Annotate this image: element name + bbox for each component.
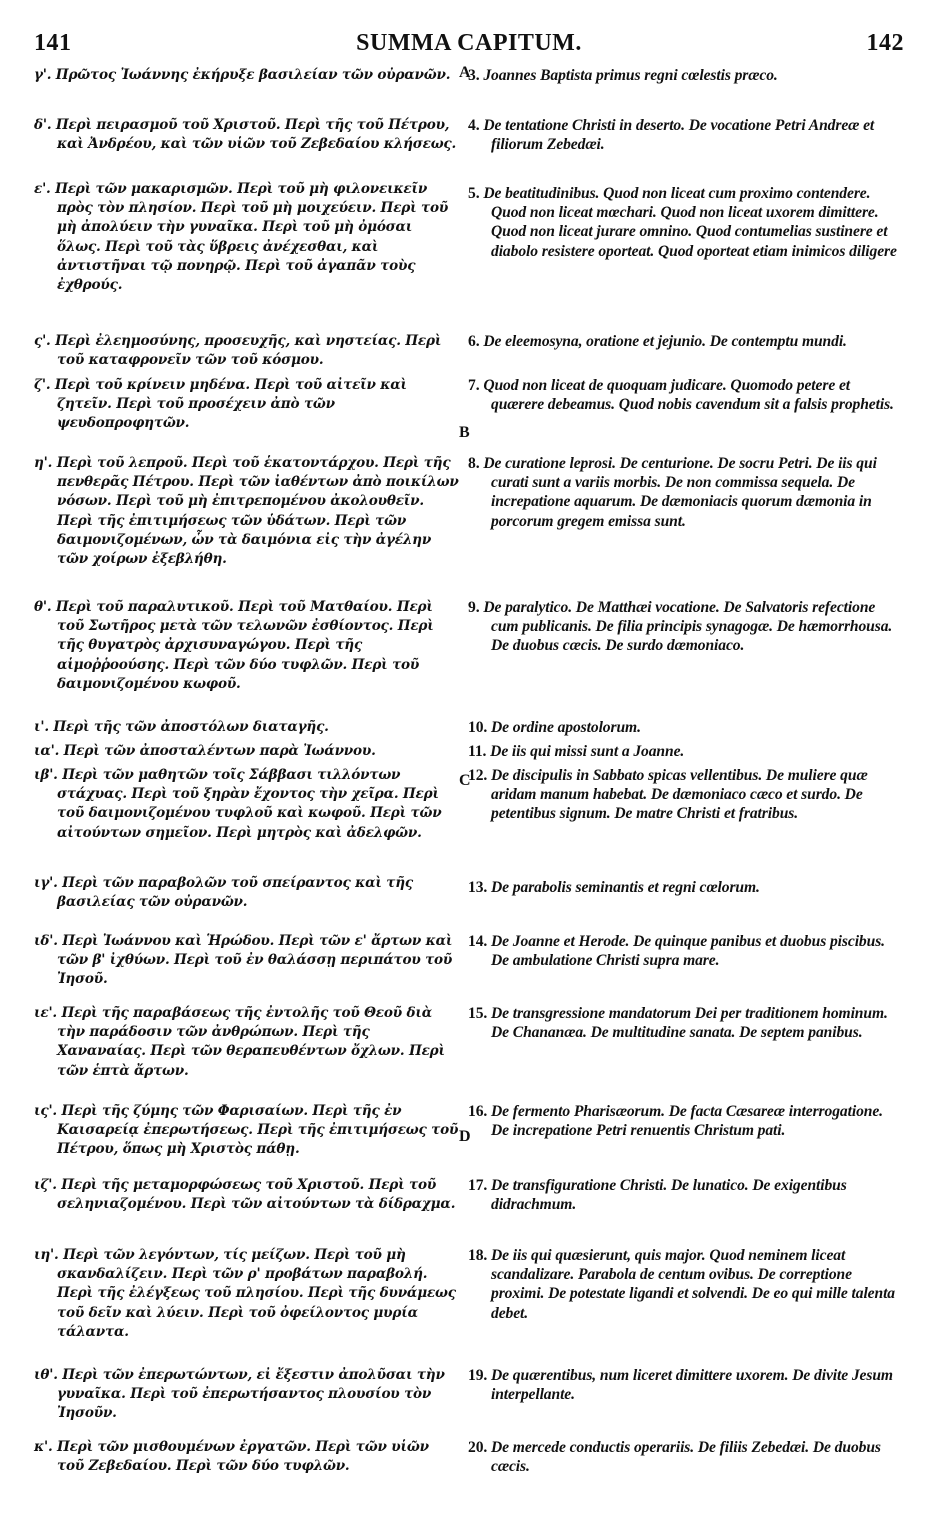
entry-number: 19. <box>468 1367 488 1384</box>
greek-entry <box>34 766 459 843</box>
latin-text: De transfiguratione Christi. De lunatico. De exigentibus didrachmum. <box>491 1177 847 1214</box>
latin-entry <box>468 332 904 351</box>
entry-number: 11. <box>468 743 487 760</box>
margin-mark-b: B <box>459 424 470 441</box>
greek-text: ι'. Περὶ τῆς τῶν ἀποστόλων διαταγῆς. <box>34 719 329 735</box>
page-number-right: 142 <box>866 30 904 56</box>
greek-text: ιθ'. Περὶ τῶν ἐπερωτώντων, εἰ ἔξεστιν ἀπολῦσαι τὴν γυναῖκα. Περὶ τοῦ ἐπερωτήσαντος πλουσίου τὸν Ἰησοῦν. <box>34 1367 445 1422</box>
greek-entry <box>34 932 459 990</box>
greek-entry <box>34 718 459 737</box>
latin-text: De ordine apostolorum. <box>491 719 641 736</box>
entry-number: 3. <box>468 67 480 84</box>
greek-entry <box>34 1004 459 1081</box>
greek-entry <box>34 332 459 370</box>
latin-text: De parabolis seminantis et regni cœlorum. <box>491 879 760 896</box>
entry-number: 5. <box>468 185 480 202</box>
greek-entry <box>34 598 459 694</box>
latin-text: De curatione leprosi. De centurione. De socru Petri. De iis qui curati sunt a variis morbis. De non commissa sequela. De increpatione aquarum. De dæmoniacis quorum dæmonia in porcorum gregem emissa sunt. <box>483 455 877 530</box>
entry-number: 16. <box>468 1103 488 1120</box>
greek-text: ιε'. Περὶ τῆς παραβάσεως τῆς ἐντολῆς τοῦ Θεοῦ διὰ τὴν παράδοσιν τῶν ἀνθρώπων. Περὶ τῆς Χαναναίας. Περὶ τῶν θεραπευθέντων ὄχλων. Περὶ τῶν ἑπτὰ ἄρτων. <box>34 1005 445 1079</box>
greek-entry <box>34 1366 459 1424</box>
greek-entry <box>34 376 459 434</box>
greek-text: ιβ'. Περὶ τῶν μαθητῶν τοῖς Σάββασι τιλλόντων στάχυας. Περὶ τοῦ ξηρὰν ἔχοντος τὴν χεῖρα. Περὶ τοῦ δαιμονιζομένου τυφλοῦ καὶ κωφοῦ. Περὶ τῶν αἰτούντων σημεῖον. Περὶ μητρὸς καὶ ἀδελφῶν. <box>34 767 442 841</box>
greek-entry <box>34 1102 459 1160</box>
latin-text: Quod non liceat de quoquam judicare. Quomodo petere et quærere debeamus. Quod nobis cavendum sit a falsis prophetis. <box>483 377 894 414</box>
latin-entry <box>468 766 904 824</box>
latin-entry <box>468 116 904 154</box>
entry-number: 20. <box>468 1439 488 1456</box>
latin-text: De Joanne et Herode. De quinque panibus et duobus piscibus. De ambulatione Christi supra mare. <box>491 933 885 970</box>
entry-number: 7. <box>468 377 480 394</box>
entry-number: 9. <box>468 599 480 616</box>
greek-entry <box>34 742 459 761</box>
latin-text: De tentatione Christi in deserto. De vocatione Petri Andreæ et filiorum Zebedæi. <box>483 117 875 154</box>
latin-text: De beatitudinibus. Quod non liceat cum proximo contendere. Quod non liceat mœchari. Quod non liceat uxorem dimittere. Quod non liceat jurare omnino. Quod contumelias sustinere et diabolo resistere oporteat. Quod oporteat etiam inimicos diligere <box>483 185 897 260</box>
latin-entry <box>468 742 904 761</box>
latin-text: De iis qui missi sunt a Joanne. <box>490 743 685 760</box>
greek-text: ις'. Περὶ τῆς ζύμης τῶν Φαρισαίων. Περὶ τῆς ἐν Καισαρείᾳ ἐπερωτήσεως. Περὶ τῆς ἐπιτιμήσεως τοῦ Πέτρου, ὅπως μὴ Χριστὸς πάθῃ. <box>34 1103 459 1158</box>
entry-number: 10. <box>468 719 488 736</box>
entry-number: 18. <box>468 1247 488 1264</box>
greek-text: κ'. Περὶ τῶν μισθουμένων ἐργατῶν. Περὶ τῶν υἱῶν τοῦ Ζεβεδαίου. Περὶ τῶν δύο τυφλῶν. <box>34 1439 429 1475</box>
latin-text: Joannes Baptista primus regni cœlestis præco. <box>483 67 778 84</box>
greek-text: θ'. Περὶ τοῦ παραλυτικοῦ. Περὶ τοῦ Ματθαίου. Περὶ τοῦ Σωτῆρος μετὰ τῶν τελωνῶν ἐσθίοντος. Περὶ τῆς θυγατρὸς ἀρχισυναγώγου. Περὶ τῆς αἱμοῤῥοούσης. Περὶ τῶν δύο τυφλῶν. Περὶ τοῦ δαιμονιζομένου κωφοῦ. <box>34 599 434 692</box>
latin-entry <box>468 598 904 656</box>
greek-text: γ'. Πρῶτος Ἰωάννης ἐκήρυξε βασιλείαν τῶν οὐρανῶν. <box>34 67 451 83</box>
margin-mark-c: C <box>459 772 471 789</box>
latin-entry <box>468 1366 904 1404</box>
greek-text: ια'. Περὶ τῶν ἀποσταλέντων παρὰ Ἰωάννου. <box>34 743 376 759</box>
margin-mark-d: D <box>459 1128 471 1145</box>
greek-text: ιγ'. Περὶ τῶν παραβολῶν τοῦ σπείραντος καὶ τῆς βασιλείας τῶν οὐρανῶν. <box>34 875 413 911</box>
greek-entry <box>34 1176 459 1214</box>
latin-entry <box>468 184 904 261</box>
latin-text: De fermento Pharisæorum. De facta Cæsareæ interrogatione. De increpatione Petri renuentis Christum pati. <box>491 1103 883 1140</box>
latin-text: De mercede conductis operariis. De filiis Zebedæi. De duobus cæcis. <box>491 1439 881 1476</box>
latin-entry <box>468 376 904 414</box>
greek-text: ιζ'. Περὶ τῆς μεταμορφώσεως τοῦ Χριστοῦ. Περὶ τοῦ σεληνιαζομένου. Περὶ τῶν αἰτούντων τὰ δίδραχμα. <box>34 1177 456 1213</box>
greek-text: δ'. Περὶ πειρασμοῦ τοῦ Χριστοῦ. Περὶ τῆς τοῦ Πέτρου, καὶ Ἀνδρέου, καὶ τῶν υἱῶν τοῦ Ζεβεδαίου κλήσεως. <box>34 117 457 153</box>
entry-number: 12. <box>468 767 488 784</box>
greek-entry <box>34 180 459 295</box>
latin-text: De quærentibus, num liceret dimittere uxorem. De divite Jesum interpellante. <box>491 1367 893 1404</box>
latin-entry <box>468 66 904 85</box>
latin-entry <box>468 878 904 897</box>
entry-number: 6. <box>468 333 480 350</box>
latin-text: De paralytico. De Matthæi vocatione. De Salvatoris refectione cum publicanis. De filia principis synagogæ. De hæmorrhousa. De duobus cæcis. De surdo dæmoniaco. <box>483 599 893 655</box>
latin-entry <box>468 1438 904 1476</box>
entry-number: 4. <box>468 117 480 134</box>
greek-text: ιη'. Περὶ τῶν λεγόντων, τίς μείζων. Περὶ τοῦ μὴ σκανδαλίζειν. Περὶ τῶν ρ' προβάτων παραβολή. Περὶ τῆς ἐλέγξεως τοῦ πλησίου. Περὶ τῆς δυνάμεως τοῦ δεῖν καὶ λύειν. Περὶ τοῦ ὀφείλοντος μυρία τάλαντα. <box>34 1247 456 1340</box>
entry-number: 14. <box>468 933 488 950</box>
entry-number: 13. <box>468 879 488 896</box>
greek-text: ε'. Περὶ τῶν μακαρισμῶν. Περὶ τοῦ μὴ φιλονεικεῖν πρὸς τὸν πλησίον. Περὶ τοῦ μὴ μοιχεύειν. Περὶ τοῦ μὴ ἀπολύειν τὴν γυναῖκα. Περὶ τοῦ μὴ ὀμόσαι ὅλως. Περὶ τοῦ τὰς ὕβρεις ἀνέχεσθαι, καὶ ἀντιστῆναι τῷ πονηρῷ. Περὶ τοῦ ἀγαπᾶν τοὺς ἐχθρούς. <box>34 181 449 294</box>
entry-number: 17. <box>468 1177 488 1194</box>
greek-entry <box>34 1438 459 1476</box>
entry-number: 15. <box>468 1005 488 1022</box>
latin-entry <box>468 454 904 531</box>
latin-text: De eleemosyna, oratione et jejunio. De contemptu mundi. <box>483 333 847 350</box>
page-number-left: 141 <box>34 30 72 56</box>
latin-text: De discipulis in Sabbato spicas vellentibus. De muliere quæ aridam manum habebat. De dæmoniaco cæco et surdo. De petentibus signum. De matre Christi et fratribus. <box>491 767 868 823</box>
greek-text: ζ'. Περὶ τοῦ κρίνειν μηδένα. Περὶ τοῦ αἰτεῖν καὶ ζητεῖν. Περὶ τοῦ προσέχειν ἀπὸ τῶν ψευδοπροφητῶν. <box>34 377 407 432</box>
greek-entry <box>34 66 459 85</box>
greek-entry <box>34 874 459 912</box>
greek-text: η'. Περὶ τοῦ λεπροῦ. Περὶ τοῦ ἑκατοντάρχου. Περὶ τῆς πενθερᾶς Πέτρου. Περὶ τῶν ἰαθέντων ἀπὸ ποικίλων νόσων. Περὶ τοῦ μὴ ἐπιτρεπομένου ἀκολουθεῖν. Περὶ τῆς ἐπιτιμήσεως τῶν ὑδάτων. Περὶ τῶν δαιμονιζομένων, ὧν τὰ δαιμόνια εἰς τὴν ἀγέλην τῶν χοίρων ἐξεβλήθη. <box>34 455 459 568</box>
greek-entry <box>34 116 459 154</box>
latin-entry <box>468 718 904 737</box>
latin-entry <box>468 1102 904 1140</box>
latin-entry <box>468 1004 904 1042</box>
margin-mark-a: A <box>459 64 471 81</box>
greek-entry <box>34 454 459 569</box>
entry-number: 8. <box>468 455 480 472</box>
latin-entry <box>468 1176 904 1214</box>
latin-entry <box>468 932 904 970</box>
greek-text: ιδ'. Περὶ Ἰωάννου καὶ Ἡρώδου. Περὶ τῶν ε' ἄρτων καὶ τῶν β' ἰχθύων. Περὶ τοῦ ἐν θαλάσσῃ περιπάτου τοῦ Ἰησοῦ. <box>34 933 453 988</box>
greek-entry <box>34 1246 459 1342</box>
latin-entry <box>468 1246 904 1323</box>
greek-text: ς'. Περὶ ἐλεημοσύνης, προσευχῆς, καὶ νηστείας. Περὶ τοῦ καταφρονεῖν τῶν τοῦ κόσμου. <box>34 333 442 369</box>
running-title: SUMMA CAPITUM. <box>356 30 582 56</box>
latin-text: De transgressione mandatorum Dei per traditionem hominum. De Chananæa. De multitudine sanata. De septem panibus. <box>491 1005 888 1042</box>
latin-text: De iis qui quæsierunt, quis major. Quod neminem liceat scandalizare. Parabola de centum ovibus. De correptione proximi. De potestate ligandi et solvendi. De eo qui mille talenta debet. <box>491 1247 896 1322</box>
